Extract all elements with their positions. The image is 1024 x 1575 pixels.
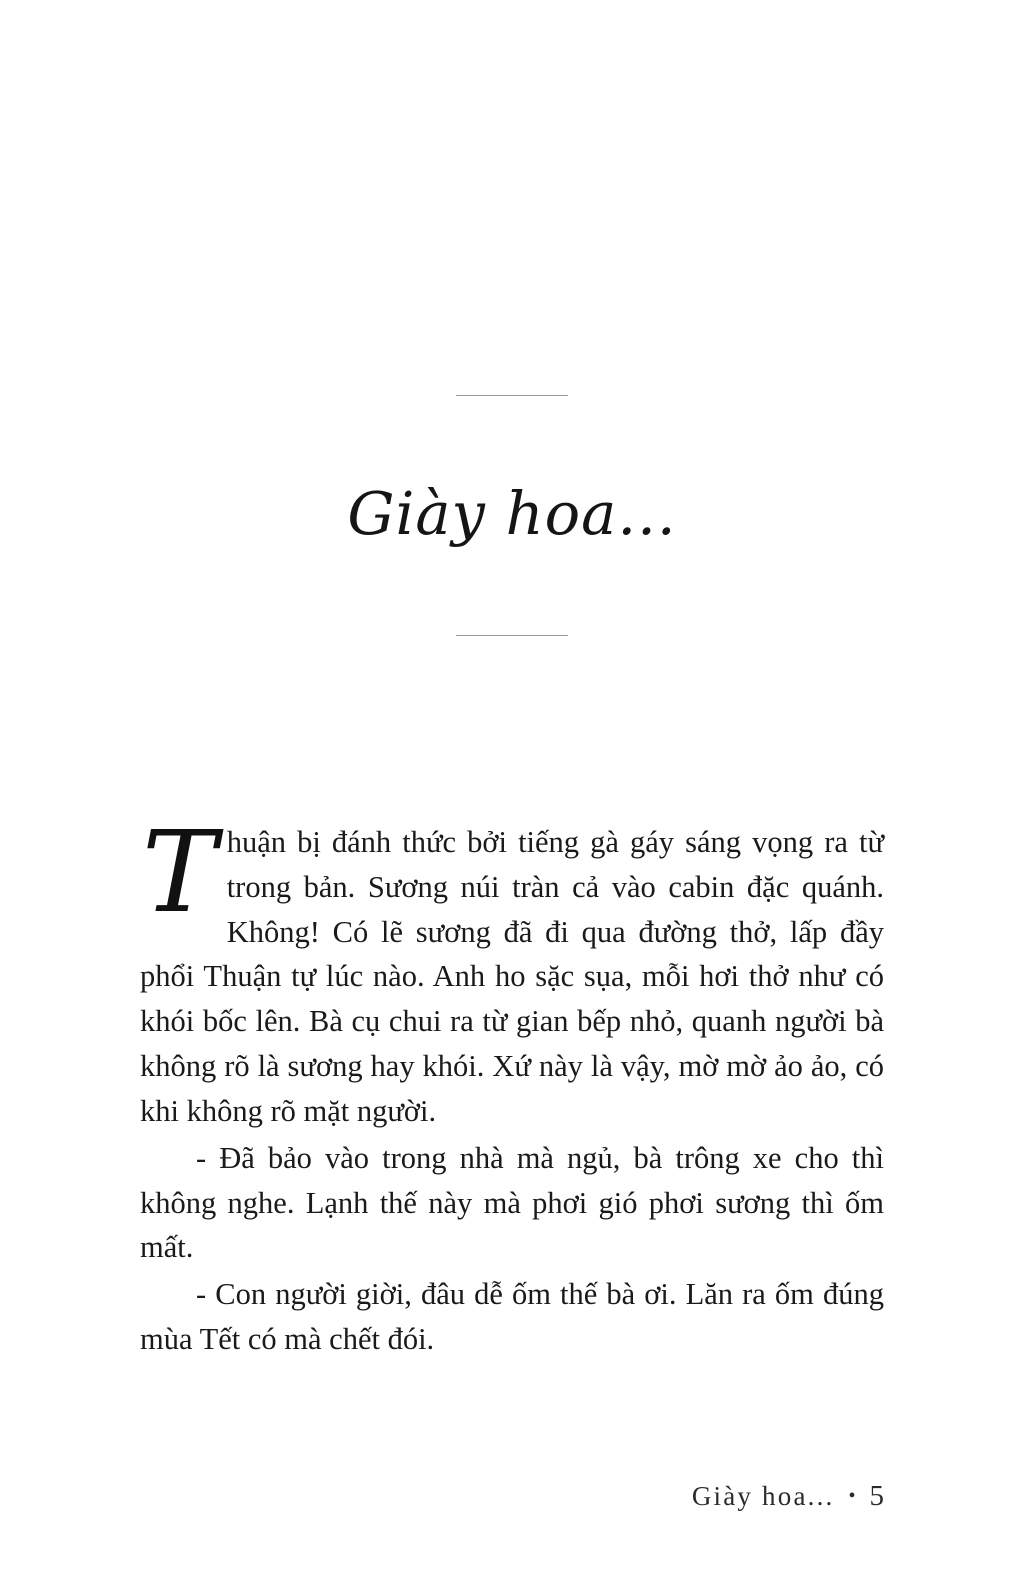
drop-cap: T xyxy=(142,808,217,938)
footer-running-title: Giày hoa... xyxy=(691,1481,835,1511)
footer-separator-dot: • xyxy=(848,1485,856,1507)
chapter-title: Giày hoa... xyxy=(347,479,677,548)
page-number: 5 xyxy=(869,1480,884,1512)
page-footer xyxy=(692,1480,884,1513)
ornament-rule-bottom xyxy=(456,635,568,636)
chapter-header xyxy=(0,395,1024,636)
ornament-rule-top xyxy=(456,395,568,396)
body-text-column xyxy=(140,808,884,1362)
paragraph-first xyxy=(140,808,884,1134)
paragraph-dialogue-2: - Con người giời, đâu dễ ốm thế bà ơi. Lăn ra ốm đúng mùa Tết có mà chết đói. xyxy=(140,1277,884,1357)
paragraph-dialogue-1: - Đã bảo vào trong nhà mà ngủ, bà trông xe cho thì không nghe. Lạnh thế này mà phơi gió phơi sương thì ốm mất. xyxy=(140,1140,884,1265)
paragraph-text: huận bị đánh thức bởi tiếng gà gáy sáng vọng ra từ trong bản. Sương núi tràn cả vào cabin đặc quánh. Không! Có lẽ sương đã đi qua đường thở, lấp đầy phổi Thuận tự lúc nào. Anh ho sặc sụa, mỗi hơi thở như có khói bốc lên. Bà cụ chui ra từ gian bếp nhỏ, quanh người bà không rõ là sương hay khói. Xứ này là vậy, mờ mờ ảo ảo, có khi không rõ mặt người. xyxy=(140,825,884,1128)
